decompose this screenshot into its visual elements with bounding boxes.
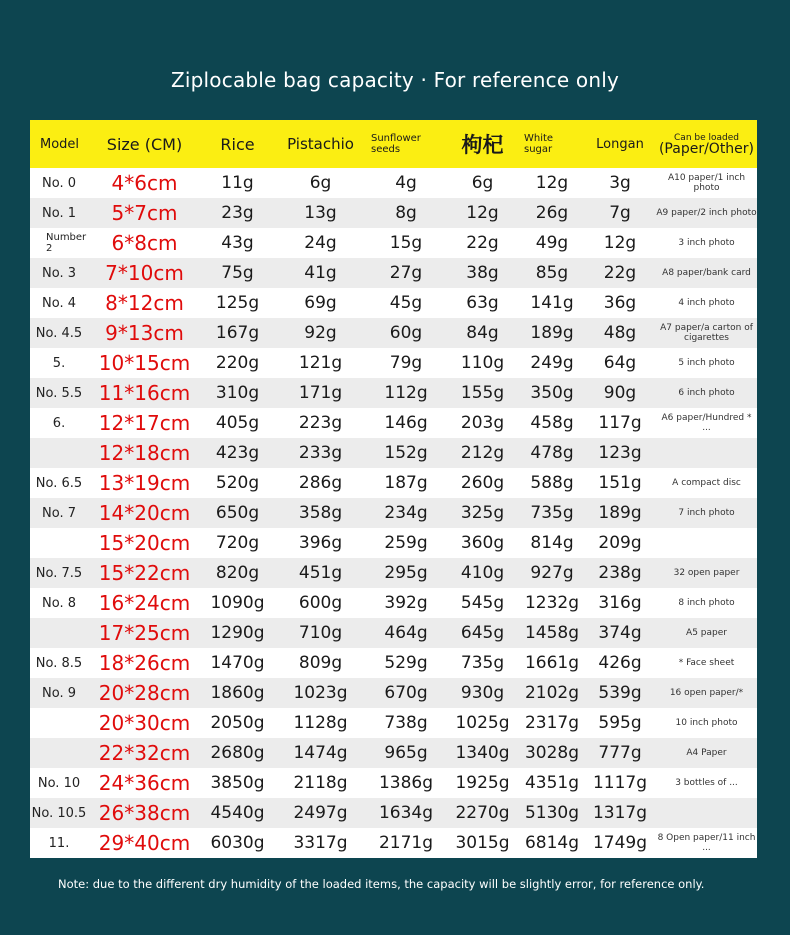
header-longan: Longan bbox=[596, 136, 644, 152]
cell-sugar: 4351g bbox=[524, 773, 580, 793]
table-row bbox=[30, 168, 757, 198]
table-row bbox=[30, 738, 757, 768]
header-goji: 枸杞 bbox=[461, 133, 504, 157]
cell-longan: 12g bbox=[603, 233, 637, 253]
cell-sugar: 588g bbox=[530, 473, 574, 493]
cell-longan: 36g bbox=[603, 293, 637, 313]
cell-pistachio: 41g bbox=[304, 263, 337, 283]
cell-sugar: 141g bbox=[530, 293, 574, 313]
cell-sugar: 927g bbox=[530, 563, 574, 583]
cell-rice: 11g bbox=[221, 173, 254, 193]
table-row bbox=[30, 678, 757, 708]
cell-other: 6 inch photo bbox=[678, 388, 735, 398]
cell-rice: 6030g bbox=[210, 833, 265, 853]
cell-other bbox=[656, 438, 757, 468]
cell-model: No. 8.5 bbox=[35, 655, 83, 671]
cell-rice: 3850g bbox=[210, 773, 265, 793]
cell-other: A7 paper/a carton of cigarettes bbox=[660, 323, 753, 343]
cell-sunflower: 60g bbox=[389, 323, 423, 343]
cell-size: 13*19cm bbox=[98, 471, 191, 495]
cell-goji: 1025g bbox=[455, 713, 510, 733]
cell-goji: 1340g bbox=[455, 743, 510, 763]
cell-sunflower: 529g bbox=[384, 653, 428, 673]
cell-sugar: 189g bbox=[530, 323, 574, 343]
table-row bbox=[30, 558, 757, 588]
cell-longan: 539g bbox=[598, 683, 642, 703]
cell-longan: 374g bbox=[598, 623, 642, 643]
cell-goji: 260g bbox=[460, 473, 505, 493]
cell-pistachio: 396g bbox=[298, 533, 343, 553]
cell-sugar: 1458g bbox=[524, 623, 580, 643]
cell-pistachio: 451g bbox=[298, 563, 343, 583]
cell-sugar: 5130g bbox=[524, 803, 580, 823]
cell-longan: 151g bbox=[598, 473, 642, 493]
cell-pistachio: 13g bbox=[304, 203, 337, 223]
table-row bbox=[30, 318, 757, 348]
cell-rice: 405g bbox=[215, 413, 260, 433]
header-other-label: (Paper/Other) bbox=[658, 140, 755, 157]
cell-model bbox=[30, 528, 88, 558]
cell-pistachio: 233g bbox=[298, 443, 343, 463]
cell-rice: 310g bbox=[215, 383, 260, 403]
cell-goji: 410g bbox=[460, 563, 505, 583]
cell-longan: 7g bbox=[609, 203, 631, 223]
cell-rice: 1290g bbox=[210, 623, 265, 643]
cell-other bbox=[656, 528, 757, 558]
header-sugar: White sugar bbox=[524, 133, 554, 155]
table-row bbox=[30, 198, 757, 228]
cell-longan: 209g bbox=[598, 533, 642, 553]
table-row bbox=[30, 528, 757, 558]
table-row bbox=[30, 648, 757, 678]
cell-rice: 220g bbox=[215, 353, 260, 373]
header-other-small: Can be loaded bbox=[674, 132, 739, 143]
cell-other: 3 bottles of ... bbox=[675, 778, 738, 788]
cell-model: No. 5.5 bbox=[35, 385, 83, 401]
cell-rice: 23g bbox=[221, 203, 254, 223]
table-row bbox=[30, 618, 757, 648]
cell-size: 8*12cm bbox=[105, 291, 184, 315]
cell-sugar: 26g bbox=[535, 203, 569, 223]
cell-sugar: 814g bbox=[530, 533, 574, 553]
cell-goji: 110g bbox=[460, 353, 505, 373]
table-row bbox=[30, 438, 757, 468]
table-row bbox=[30, 378, 757, 408]
cell-size: 15*20cm bbox=[98, 531, 191, 555]
header-rice: Rice bbox=[220, 134, 255, 154]
cell-size: 24*36cm bbox=[98, 771, 191, 795]
capacity-table bbox=[30, 120, 757, 858]
cell-size: 7*10cm bbox=[105, 261, 184, 285]
cell-sugar: 350g bbox=[530, 383, 574, 403]
cell-size: 16*24cm bbox=[98, 591, 191, 615]
cell-sunflower: 965g bbox=[384, 743, 428, 763]
cell-other: 16 open paper/* bbox=[669, 688, 744, 698]
cell-size: 14*20cm bbox=[98, 501, 191, 525]
cell-other: 8 inch photo bbox=[678, 598, 735, 608]
table-row bbox=[30, 588, 757, 618]
cell-rice: 1090g bbox=[210, 593, 265, 613]
cell-sunflower: 15g bbox=[389, 233, 423, 253]
cell-sugar: 1661g bbox=[524, 653, 580, 673]
cell-other: 4 inch photo bbox=[678, 298, 735, 308]
cell-model: Number 2 bbox=[46, 232, 87, 254]
cell-model: No. 9 bbox=[42, 685, 76, 701]
cell-goji: 212g bbox=[460, 443, 505, 463]
cell-goji: 645g bbox=[460, 623, 505, 643]
cell-model: No. 6.5 bbox=[35, 475, 83, 491]
cell-rice: 423g bbox=[215, 443, 260, 463]
cell-longan: 1749g bbox=[592, 833, 648, 853]
cell-size: 20*28cm bbox=[98, 681, 191, 705]
cell-sunflower: 234g bbox=[384, 503, 428, 523]
cell-other: * Face sheet bbox=[678, 658, 735, 668]
cell-other: 32 open paper bbox=[673, 568, 740, 578]
cell-goji: 203g bbox=[460, 413, 505, 433]
cell-longan: 123g bbox=[598, 443, 642, 463]
cell-other: A5 paper bbox=[686, 628, 727, 638]
cell-longan: 1117g bbox=[592, 773, 648, 793]
cell-size: 15*22cm bbox=[98, 561, 191, 585]
cell-pistachio: 710g bbox=[298, 623, 343, 643]
cell-sunflower: 152g bbox=[384, 443, 428, 463]
table-row bbox=[30, 828, 757, 858]
cell-goji: 63g bbox=[466, 293, 499, 313]
cell-other: 10 inch photo bbox=[675, 718, 738, 728]
cell-rice: 720g bbox=[215, 533, 260, 553]
cell-other bbox=[656, 798, 757, 828]
cell-size: 12*18cm bbox=[98, 441, 191, 465]
cell-sunflower: 392g bbox=[384, 593, 428, 613]
cell-sunflower: 112g bbox=[384, 383, 428, 403]
cell-model: No. 10.5 bbox=[31, 805, 87, 821]
cell-size: 11*16cm bbox=[98, 381, 191, 405]
cell-sunflower: 1634g bbox=[378, 803, 434, 823]
cell-pistachio: 2497g bbox=[293, 803, 348, 823]
cell-longan: 189g bbox=[598, 503, 642, 523]
cell-model bbox=[30, 708, 88, 738]
cell-sunflower: 1386g bbox=[378, 773, 434, 793]
cell-sugar: 12g bbox=[535, 173, 569, 193]
cell-rice: 167g bbox=[215, 323, 260, 343]
header-model: Model bbox=[40, 136, 80, 152]
cell-goji: 84g bbox=[466, 323, 499, 343]
cell-other: A4 Paper bbox=[686, 748, 727, 758]
cell-rice: 650g bbox=[215, 503, 260, 523]
cell-other: 7 inch photo bbox=[678, 508, 735, 518]
cell-goji: 12g bbox=[466, 203, 499, 223]
cell-goji: 3015g bbox=[455, 833, 510, 853]
cell-pistachio: 171g bbox=[298, 383, 343, 403]
table-row bbox=[30, 468, 757, 498]
cell-longan: 316g bbox=[598, 593, 642, 613]
cell-goji: 735g bbox=[460, 653, 505, 673]
cell-pistachio: 1128g bbox=[293, 713, 348, 733]
cell-pistachio: 6g bbox=[309, 173, 332, 193]
cell-other: A10 paper/1 inch photo bbox=[667, 173, 746, 193]
cell-sugar: 3028g bbox=[524, 743, 580, 763]
cell-size: 20*30cm bbox=[98, 711, 191, 735]
cell-sugar: 49g bbox=[535, 233, 569, 253]
table-row bbox=[30, 798, 757, 828]
cell-pistachio: 24g bbox=[304, 233, 337, 253]
cell-longan: 3g bbox=[609, 173, 631, 193]
cell-size: 12*17cm bbox=[98, 411, 191, 435]
cell-model: No. 10 bbox=[37, 775, 81, 791]
cell-model: No. 1 bbox=[42, 205, 76, 221]
cell-size: 6*8cm bbox=[111, 231, 178, 255]
cell-sugar: 85g bbox=[535, 263, 569, 283]
cell-size: 10*15cm bbox=[98, 351, 191, 375]
cell-goji: 1925g bbox=[455, 773, 510, 793]
cell-model: No. 8 bbox=[42, 595, 76, 611]
cell-sunflower: 295g bbox=[384, 563, 428, 583]
cell-pistachio: 121g bbox=[298, 353, 343, 373]
header-pistachio: Pistachio bbox=[287, 135, 354, 153]
cell-sugar: 2317g bbox=[524, 713, 580, 733]
header-size: Size (CM) bbox=[106, 134, 183, 154]
cell-sunflower: 738g bbox=[384, 713, 428, 733]
cell-size: 22*32cm bbox=[98, 741, 191, 765]
cell-size: 4*6cm bbox=[111, 171, 178, 195]
table-row bbox=[30, 708, 757, 738]
table-header-row bbox=[30, 120, 757, 168]
cell-sugar: 478g bbox=[530, 443, 574, 463]
cell-rice: 1470g bbox=[210, 653, 265, 673]
cell-model: No. 0 bbox=[42, 175, 76, 191]
page-title: Ziplocable bag capacity · For reference only bbox=[171, 68, 619, 92]
cell-goji: 930g bbox=[460, 683, 505, 703]
cell-pistachio: 2118g bbox=[293, 773, 348, 793]
cell-sugar: 2102g bbox=[524, 683, 580, 703]
cell-sunflower: 670g bbox=[384, 683, 428, 703]
cell-sunflower: 27g bbox=[389, 263, 423, 283]
cell-rice: 2680g bbox=[210, 743, 265, 763]
table-body bbox=[30, 168, 757, 858]
table-row bbox=[30, 288, 757, 318]
table-row bbox=[30, 768, 757, 798]
cell-longan: 426g bbox=[598, 653, 642, 673]
cell-longan: 22g bbox=[603, 263, 637, 283]
header-other bbox=[656, 120, 757, 168]
cell-rice: 43g bbox=[221, 233, 254, 253]
cell-model bbox=[30, 618, 88, 648]
cell-rice: 75g bbox=[221, 263, 254, 283]
cell-pistachio: 358g bbox=[298, 503, 343, 523]
cell-pistachio: 69g bbox=[304, 293, 337, 313]
cell-goji: 360g bbox=[460, 533, 505, 553]
cell-longan: 777g bbox=[598, 743, 642, 763]
footnote: Note: due to the different dry humidity of the loaded items, the capacity will be slightly error, for reference only. bbox=[58, 877, 705, 891]
cell-sunflower: 8g bbox=[395, 203, 417, 223]
cell-sugar: 735g bbox=[530, 503, 574, 523]
cell-pistachio: 223g bbox=[298, 413, 343, 433]
cell-longan: 90g bbox=[603, 383, 637, 403]
cell-longan: 595g bbox=[598, 713, 642, 733]
cell-model: 6. bbox=[52, 415, 66, 431]
cell-goji: 325g bbox=[460, 503, 505, 523]
cell-sunflower: 45g bbox=[389, 293, 423, 313]
cell-rice: 4540g bbox=[210, 803, 265, 823]
cell-sunflower: 187g bbox=[384, 473, 428, 493]
cell-pistachio: 809g bbox=[298, 653, 343, 673]
cell-size: 26*38cm bbox=[98, 801, 191, 825]
cell-rice: 1860g bbox=[210, 683, 265, 703]
cell-other: 3 inch photo bbox=[678, 238, 735, 248]
cell-sunflower: 2171g bbox=[378, 833, 434, 853]
cell-pistachio: 1474g bbox=[293, 743, 348, 763]
cell-pistachio: 600g bbox=[298, 593, 343, 613]
cell-sugar: 6814g bbox=[524, 833, 580, 853]
cell-goji: 2270g bbox=[455, 803, 510, 823]
cell-longan: 64g bbox=[603, 353, 637, 373]
cell-goji: 6g bbox=[471, 173, 494, 193]
table-row bbox=[30, 498, 757, 528]
cell-rice: 2050g bbox=[210, 713, 265, 733]
cell-pistachio: 3317g bbox=[293, 833, 348, 853]
cell-size: 9*13cm bbox=[105, 321, 184, 345]
cell-goji: 155g bbox=[460, 383, 505, 403]
cell-pistachio: 286g bbox=[298, 473, 343, 493]
cell-sugar: 458g bbox=[530, 413, 574, 433]
cell-sunflower: 146g bbox=[384, 413, 428, 433]
cell-model: No. 4.5 bbox=[35, 325, 83, 341]
cell-rice: 520g bbox=[215, 473, 260, 493]
cell-sugar: 249g bbox=[530, 353, 574, 373]
cell-model: 5. bbox=[52, 355, 66, 371]
cell-model: No. 7 bbox=[42, 505, 76, 521]
cell-goji: 22g bbox=[466, 233, 499, 253]
cell-model bbox=[30, 438, 88, 468]
cell-other: A compact disc bbox=[672, 478, 741, 488]
cell-longan: 117g bbox=[598, 413, 642, 433]
cell-other: A8 paper/bank card bbox=[662, 268, 751, 278]
cell-model bbox=[30, 738, 88, 768]
cell-size: 5*7cm bbox=[111, 201, 178, 225]
table-row bbox=[30, 258, 757, 288]
cell-other: 8 Open paper/11 inch ... bbox=[657, 833, 756, 853]
cell-model: No. 4 bbox=[42, 295, 76, 311]
cell-size: 18*26cm bbox=[98, 651, 191, 675]
table-row bbox=[30, 228, 757, 258]
cell-size: 29*40cm bbox=[98, 831, 191, 855]
table-row bbox=[30, 408, 757, 438]
cell-longan: 1317g bbox=[592, 803, 648, 823]
cell-rice: 820g bbox=[215, 563, 260, 583]
cell-longan: 48g bbox=[603, 323, 637, 343]
cell-model: 11. bbox=[48, 835, 70, 851]
cell-sunflower: 259g bbox=[384, 533, 428, 553]
cell-model: No. 3 bbox=[42, 265, 76, 281]
cell-rice: 125g bbox=[215, 293, 260, 313]
cell-other: A6 paper/Hundred * ... bbox=[661, 413, 752, 433]
cell-sunflower: 4g bbox=[395, 173, 417, 193]
cell-size: 17*25cm bbox=[98, 621, 191, 645]
cell-goji: 38g bbox=[466, 263, 499, 283]
header-sunflower: Sunflower seeds bbox=[371, 133, 421, 155]
cell-longan: 238g bbox=[598, 563, 642, 583]
cell-sugar: 1232g bbox=[524, 593, 580, 613]
cell-pistachio: 92g bbox=[304, 323, 337, 343]
cell-other: 5 inch photo bbox=[678, 358, 735, 368]
cell-other: A9 paper/2 inch photo bbox=[656, 208, 757, 218]
cell-sunflower: 464g bbox=[384, 623, 428, 643]
cell-goji: 545g bbox=[460, 593, 505, 613]
cell-model: No. 7.5 bbox=[35, 565, 83, 581]
table-row bbox=[30, 348, 757, 378]
cell-pistachio: 1023g bbox=[293, 683, 348, 703]
cell-sunflower: 79g bbox=[389, 353, 423, 373]
